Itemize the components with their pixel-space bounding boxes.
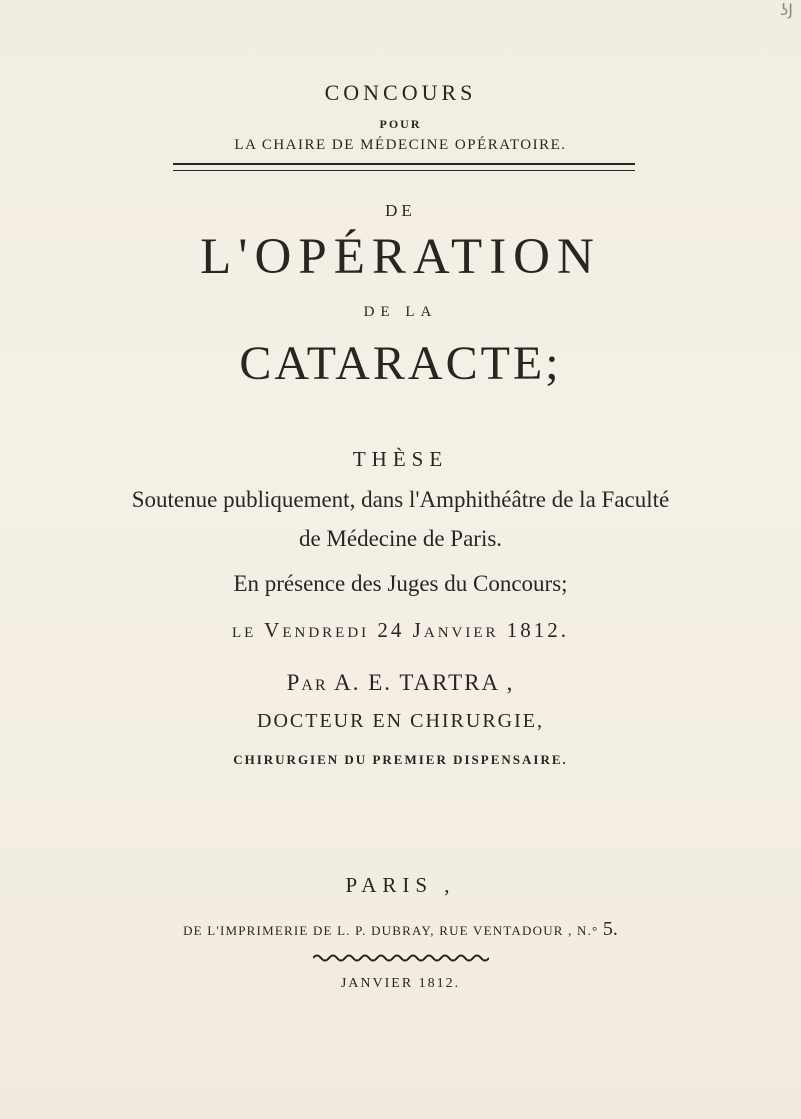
title-de: DE <box>385 201 416 220</box>
title-these: THÈSE <box>352 447 449 471</box>
body-date <box>0 618 801 643</box>
title-operation: L'OPÉRATION <box>200 229 601 285</box>
date-year: 1812. <box>506 618 570 642</box>
date-janvier-rest: ANVIER <box>423 625 499 641</box>
corner-mark: ʖJ <box>780 0 793 19</box>
author-name: A. E. TARTRA , <box>334 670 515 695</box>
header-concours: CONCOURS <box>324 80 477 105</box>
date-v: V <box>264 618 283 642</box>
author-title: DOCTEUR EN CHIRURGIE, <box>257 710 544 732</box>
header-pour: POUR <box>379 117 422 131</box>
date-vendredi-rest: ENDREDI <box>282 625 370 641</box>
imprint-printer: DE L'IMPRIMERIE DE L. P. DUBRAY, RUE VENTADOUR , N.° <box>183 923 599 938</box>
double-rule-divider <box>173 163 635 171</box>
author-line <box>0 670 801 696</box>
header-chaire: LA CHAIRE DE MÉDECINE OPÉRATOIRE. <box>234 137 567 153</box>
body-presence: En présence des Juges du Concours; <box>233 571 568 596</box>
title-cataracte: CATARACTE; <box>239 337 562 390</box>
date-j: J <box>412 618 424 642</box>
author-position: CHIRURGIEN DU PREMIER DISPENSAIRE. <box>233 752 568 767</box>
imprint-printer-line <box>0 918 801 941</box>
date-day: 24 <box>377 618 405 642</box>
body-medecine: de Médecine de Paris. <box>298 526 503 551</box>
wavy-ornament <box>313 953 489 963</box>
par-rest: AR <box>301 677 328 694</box>
title-de-la: DE LA <box>363 304 438 320</box>
imprint-date: JANVIER 1812. <box>340 976 461 991</box>
imprint-city: PARIS , <box>345 873 456 897</box>
date-le: LE <box>231 625 257 641</box>
body-soutenue: Soutenue publiquement, dans l'Amphithéâtre de la Faculté <box>131 487 670 512</box>
imprint-number: 5. <box>602 918 618 940</box>
par-p: P <box>286 670 302 695</box>
